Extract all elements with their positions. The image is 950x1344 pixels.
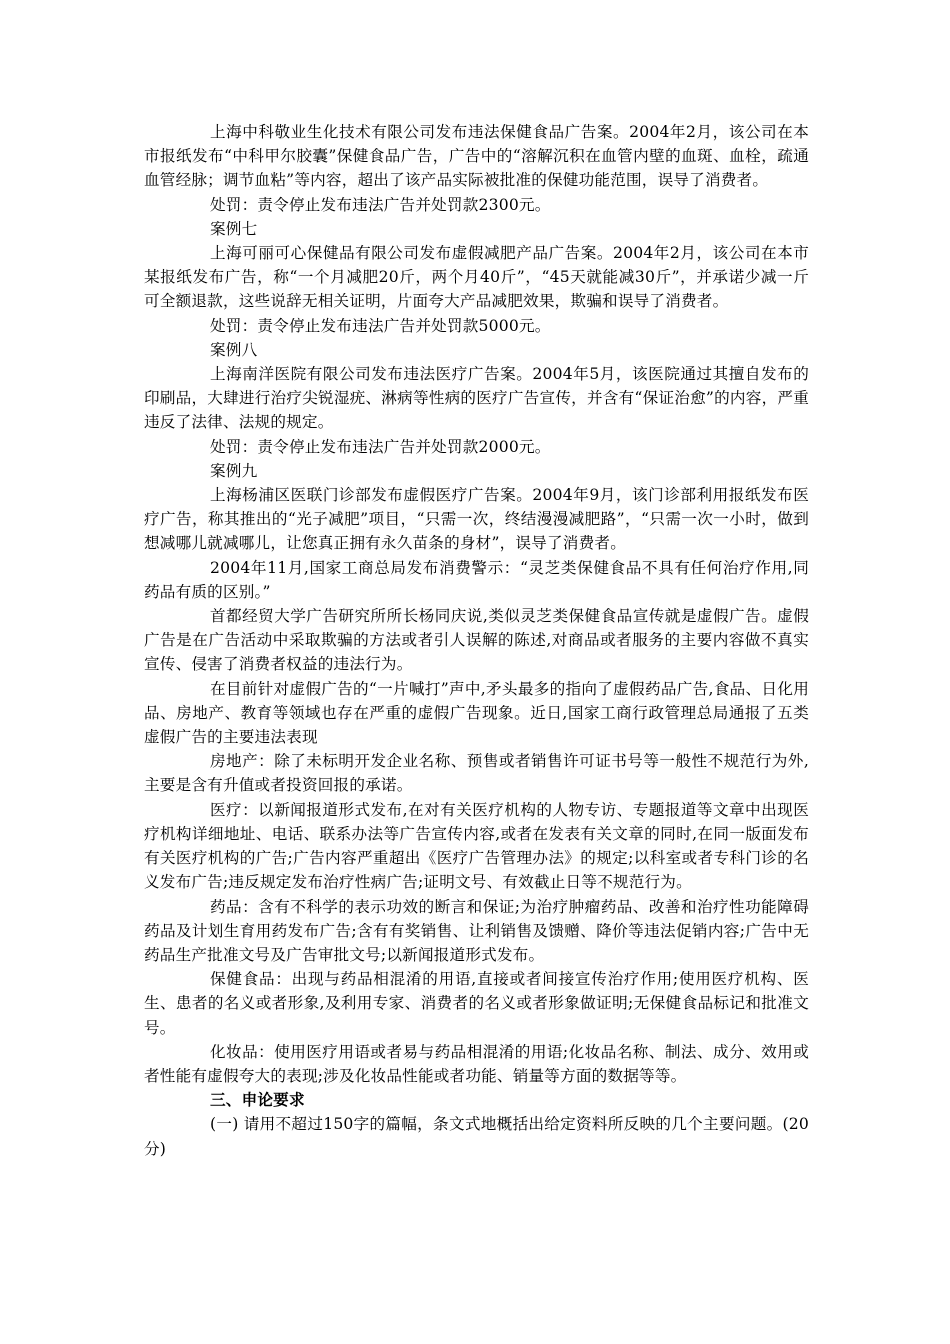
paragraph: 保健食品：出现与药品相混淆的用语,直接或者间接宣传治疗作用;使用医疗机构、医生、患者的名义或者形象,及利用专家、消费者的名义或者形象做证明;无保健食品标记和批准文号。 — [144, 970, 809, 1037]
paragraph: 上海南洋医院有限公司发布违法医疗广告案。2004年5月，该医院通过其擅自发布的印刷品，大肆进行治疗尖锐湿疣、淋病等性病的医疗广告宣传，并含有“保证治愈”的内容，严重违反了法律、法规的规定。 — [144, 365, 809, 432]
section-heading: 三、申论要求 — [210, 1090, 305, 1110]
paragraph: 案例七 — [210, 219, 258, 238]
paragraph: 化妆品：使用医疗用语或者易与药品相混淆的用语;化妆品名称、制法、成分、效用或者性能有虚假夸大的表现;涉及化妆品性能或者功能、销量等方面的数据等等。 — [144, 1042, 809, 1085]
paragraph: 案例九 — [210, 461, 258, 480]
paragraph: 首都经贸大学广告研究所所长杨同庆说,类似灵芝类保健食品宣传就是虚假广告。虚假广告是在广告活动中采取欺骗的方法或者引人误解的陈述,对商品或者服务的主要内容做不真实宣传、侵害了消费者权益的违法行为。 — [144, 607, 809, 674]
paragraph: 处罚：责令停止发布违法广告并处罚款2000元。 — [210, 437, 551, 456]
paragraph: 处罚：责令停止发布违法广告并处罚款5000元。 — [210, 316, 551, 335]
paragraph: 处罚：责令停止发布违法广告并处罚款2300元。 — [210, 195, 551, 214]
paragraph: 房地产：除了未标明开发企业名称、预售或者销售许可证书号等一般性不规范行为外,主要是含有升值或者投资回报的承诺。 — [144, 752, 809, 795]
paragraph: 在目前针对虚假广告的“一片喊打”声中,矛头最多的指向了虚假药品广告,食品、日化用品、房地产、教育等领域也存在严重的虚假广告现象。近日,国家工商行政管理总局通报了五类虚假广告的主要违法表现 — [144, 679, 809, 747]
document-body — [144, 120, 809, 1161]
paragraph: 药品：含有不科学的表示功效的断言和保证;为治疗肿瘤药品、改善和治疗性功能障碍药品及计划生育用药发布广告;含有有奖销售、让利销售及馈赠、降价等违法促销内容;广告中无药品生产批准文号及广告审批文号;以新闻报道形式发布。 — [144, 897, 809, 964]
paragraph: 上海可丽可心保健品有限公司发布虚假减肥产品广告案。2004年2月，该公司在本市某报纸发布广告，称“一个月减肥20斤，两个月40斤”，“45天就能减30斤”，并承诺少减一斤可全额退款，这些说辞无相关证明，片面夸大产品减肥效果，欺骗和误导了消费者。 — [144, 244, 809, 311]
paragraph: 上海杨浦区医联门诊部发布虚假医疗广告案。2004年9月，该门诊部利用报纸发布医疗广告，称其推出的“光子减肥”项目，“只需一次，终结漫漫减肥路”，“只需一次一小时，做到想减哪儿就减哪儿，让您真正拥有永久苗条的身材”，误导了消费者。 — [144, 486, 809, 553]
paragraph: 上海中科敬业生化技术有限公司发布违法保健食品广告案。2004年2月，该公司在本市报纸发布“中科甲尔胶囊”保健食品广告，广告中的“溶解沉积在血管内壁的血斑、血栓，疏通血管经脉；调节血粘”等内容，超出了该产品实际被批准的保健功能范围，误导了消费者。 — [144, 123, 809, 190]
paragraph: 2004年11月,国家工商总局发布消费警示：“灵芝类保健食品不具有任何治疗作用,同药品有质的区别。” — [144, 558, 809, 601]
paragraph: 案例八 — [210, 340, 258, 359]
paragraph: (一) 请用不超过150字的篇幅，条文式地概括出给定资料所反映的几个主要问题。(20分) — [144, 1115, 809, 1158]
paragraph: 医疗：以新闻报道形式发布,在对有关医疗机构的人物专访、专题报道等文章中出现医疗机构详细地址、电话、联系办法等广告宣传内容,或者在发表有关文章的同时,在同一版面发布有关医疗机构的广告;广告内容严重超出《医疗广告管理办法》的规定;以科室或者专科门诊的名义发布广告;违反规定发布治疗性病广告;证明文号、有效截止日等不规范行为。 — [144, 800, 809, 892]
